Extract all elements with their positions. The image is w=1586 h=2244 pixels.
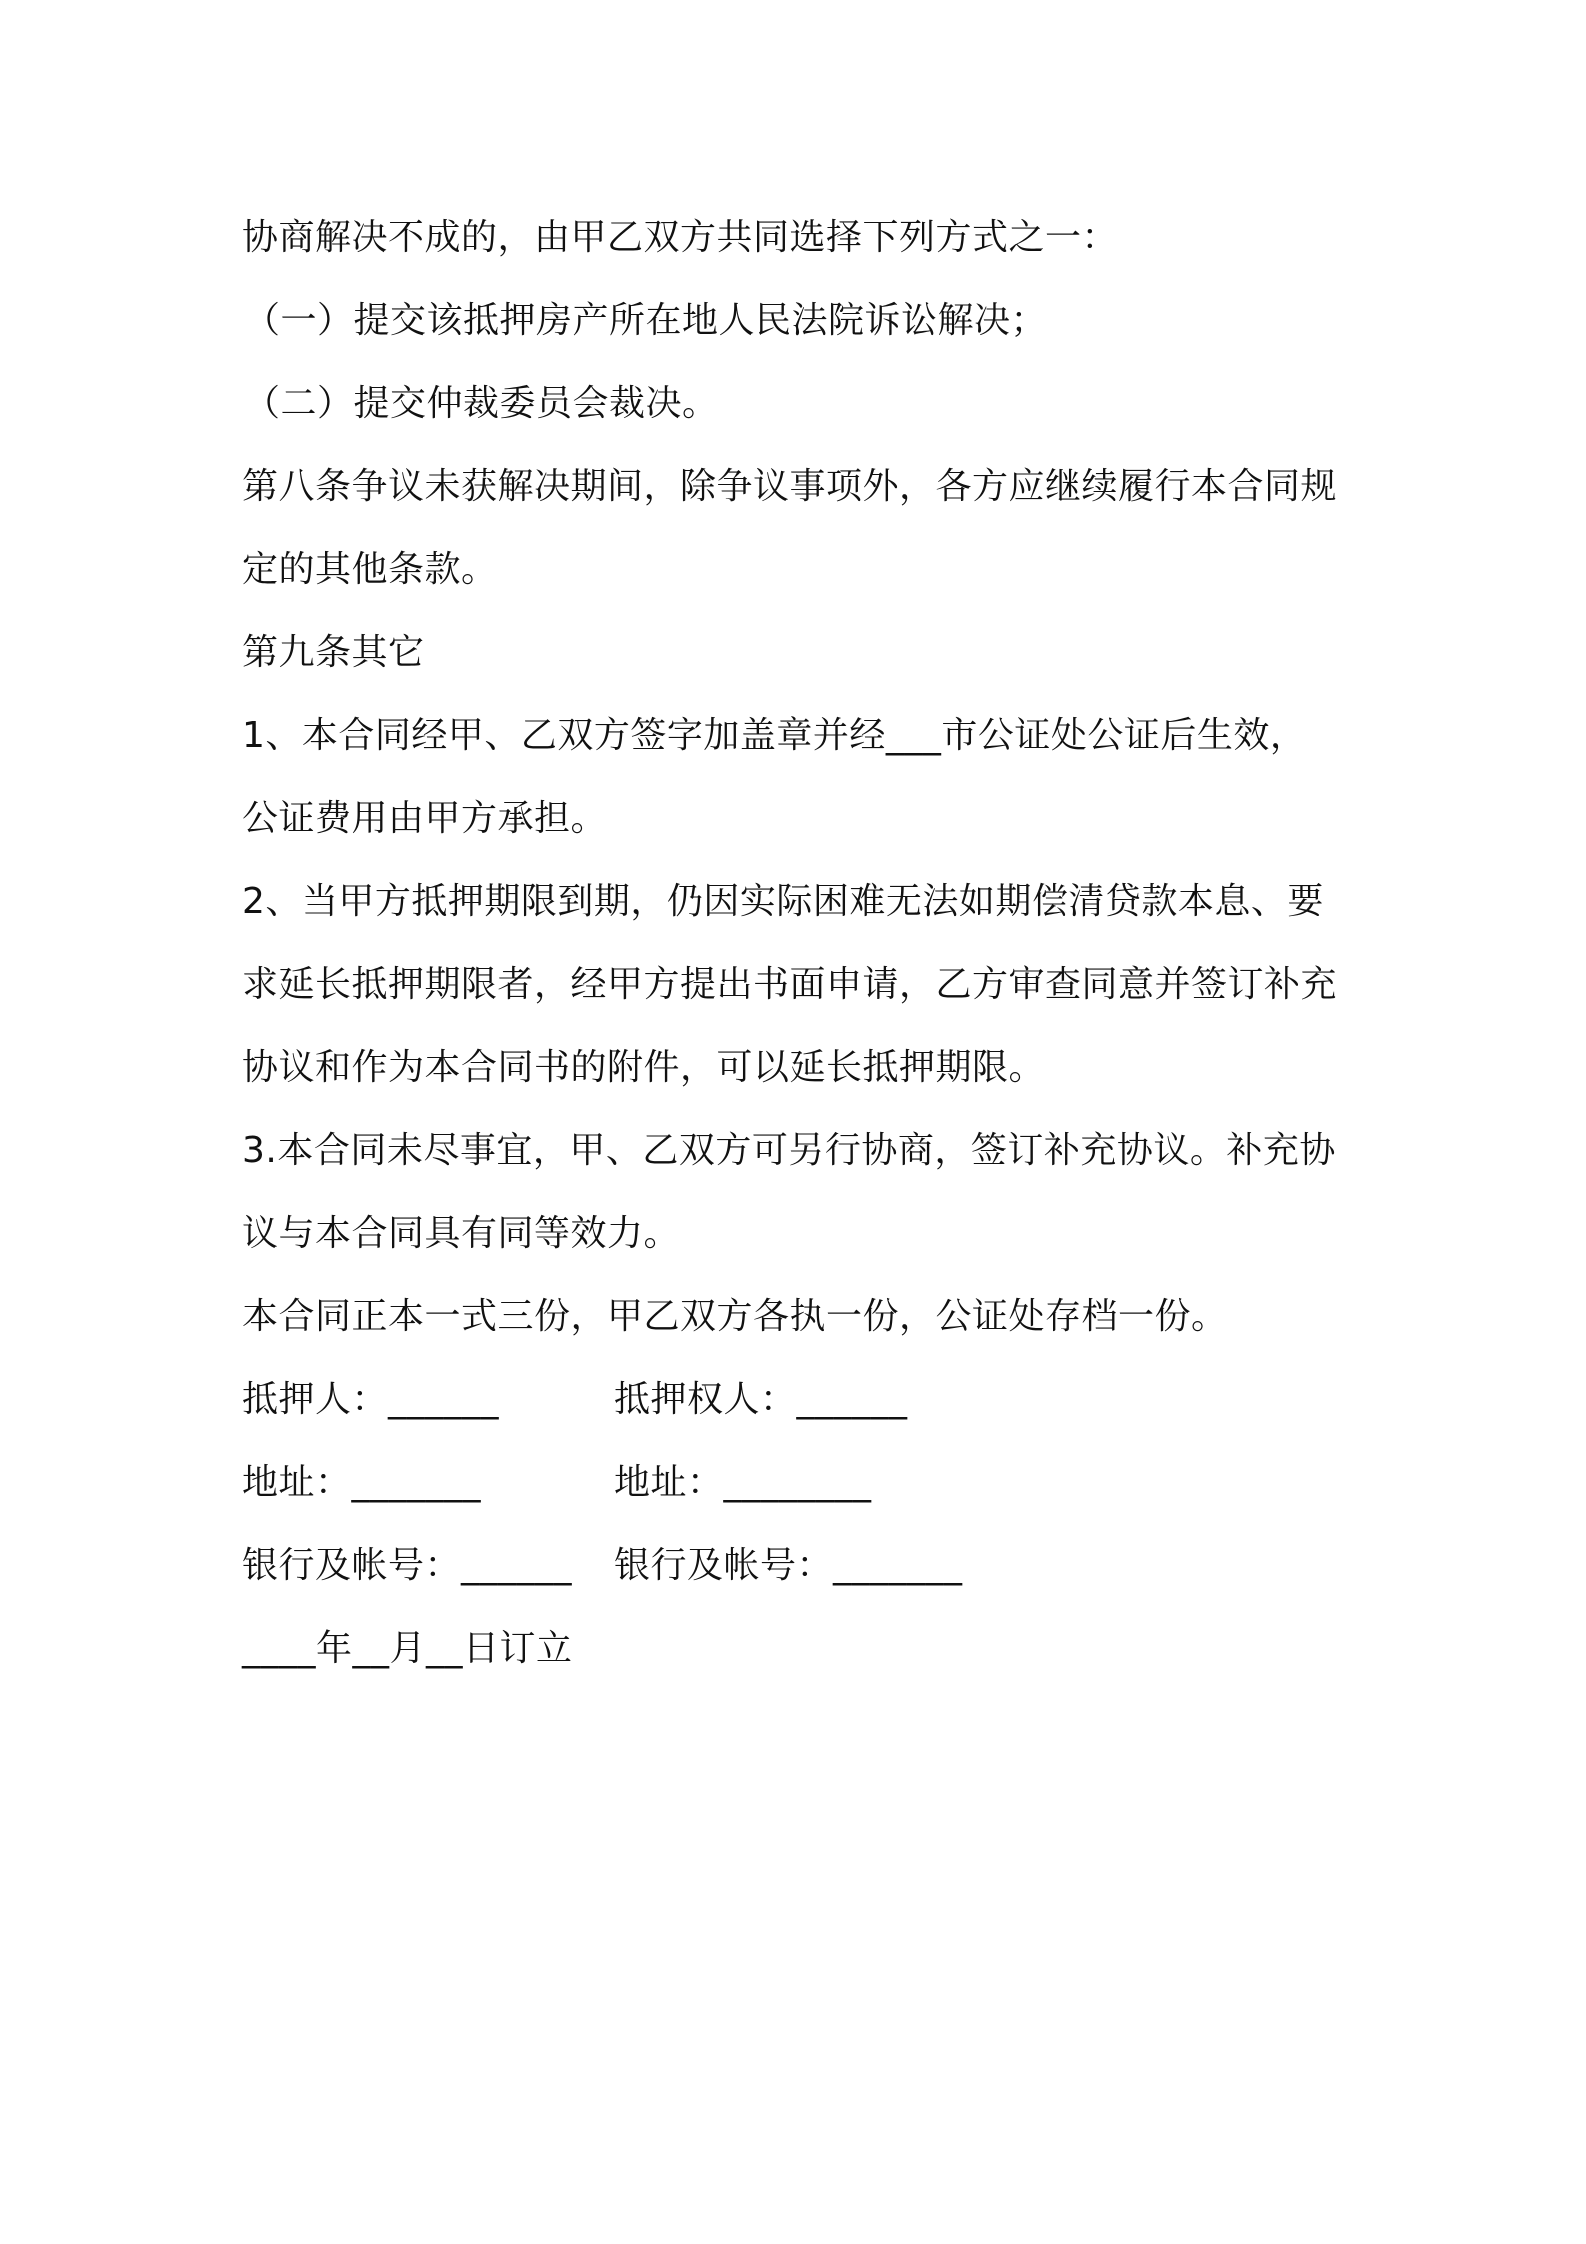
mortgagor-address-field: 地址：_______ [242, 1462, 482, 1503]
clause-two-line: 2、当甲方抵押期限到期，仍因实际困难无法如期偿清贷款本息、要 [242, 881, 1324, 922]
date-line: ____年__月__日订立 [242, 1628, 573, 1669]
article-eight-line: 第八条争议未获解决期间，除争议事项外，各方应继续履行本合同规 [242, 466, 1338, 507]
copies-statement: 本合同正本一式三份，甲乙双方各执一份，公证处存档一份。 [242, 1296, 1228, 1337]
paragraph-line: 协商解决不成的，由甲乙双方共同选择下列方式之一： [242, 217, 1119, 258]
option-one-line: （一）提交该抵押房产所在地人民法院诉讼解决； [244, 300, 1048, 341]
mortgagee-address-field: 地址：________ [614, 1462, 872, 1503]
clause-two-continuation: 求延长抵押期限者，经甲方提出书面申请，乙方审查同意并签订补充 [242, 964, 1338, 1005]
signature-row-address [242, 1441, 1372, 1524]
option-two-line: （二）提交仲裁委员会裁决。 [244, 383, 719, 424]
contract-text [242, 196, 1372, 1690]
clause-one-line: 1、本合同经甲、乙双方签字加盖章并经___市公证处公证后生效， [242, 715, 1307, 756]
article-eight-continuation: 定的其他条款。 [242, 549, 498, 590]
clause-three-line: 3.本合同未尽事宜，甲、乙双方可另行协商，签订补充协议。补充协 [242, 1130, 1336, 1171]
mortgagee-bank-field: 银行及帐号：_______ [614, 1545, 963, 1586]
mortgagee-field: 抵押权人：______ [614, 1379, 908, 1420]
clause-two-continuation: 协议和作为本合同书的附件，可以延长抵押期限。 [242, 1047, 1046, 1088]
article-nine-heading: 第九条其它 [242, 632, 425, 673]
signature-row-parties [242, 1358, 1372, 1441]
clause-three-continuation: 议与本合同具有同等效力。 [242, 1213, 681, 1254]
clause-one-continuation: 公证费用由甲方承担。 [242, 798, 608, 839]
mortgagor-field: 抵押人：______ [242, 1379, 500, 1420]
signature-row-bank [242, 1524, 1372, 1607]
mortgagor-bank-field: 银行及帐号：______ [242, 1545, 573, 1586]
